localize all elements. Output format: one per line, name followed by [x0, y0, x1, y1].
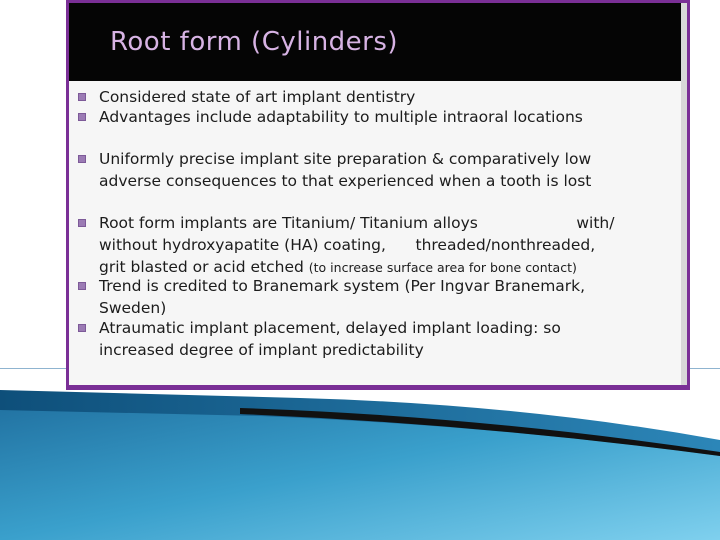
- bullet-line: Considered state of art implant dentistry: [99, 88, 416, 106]
- bullet-line: Sweden): [99, 299, 167, 317]
- frame-shadow: [681, 3, 687, 385]
- horizontal-rule-right: [690, 368, 720, 369]
- bullet-line: Trend is credited to Branemark system (Per Ingvar Branemark,: [99, 277, 586, 295]
- bullet-line: grit blasted or acid etched: [99, 258, 304, 276]
- bullet-note: (to increase surface area for bone contact): [308, 260, 577, 275]
- bullet-line: without hydroxyapatite (HA) coating, threaded/nonthreaded,: [99, 236, 596, 254]
- bullet-line: Uniformly precise implant site preparation & comparatively low: [99, 150, 592, 168]
- slide-title: Root form (Cylinders): [110, 27, 399, 57]
- bullet-square-icon: [78, 219, 86, 227]
- bullet-line: adverse consequences to that experienced when a tooth is lost: [99, 172, 592, 190]
- bullet-area: [69, 81, 681, 385]
- horizontal-rule-left: [0, 368, 66, 369]
- bullet-line: Advantages include adaptability to multiple intraoral locations: [99, 108, 583, 126]
- bullet-line: Root form implants are Titanium/ Titanium alloys with/: [99, 214, 615, 232]
- slide-image-frame: [66, 0, 690, 390]
- bullet-square-icon: [78, 324, 86, 332]
- title-bar: [69, 3, 681, 81]
- bullet-square-icon: [78, 282, 86, 290]
- bullet-square-icon: [78, 93, 86, 101]
- bullet-line: Atraumatic implant placement, delayed implant loading: so: [99, 319, 561, 337]
- bullet-square-icon: [78, 113, 86, 121]
- bullet-square-icon: [78, 155, 86, 163]
- bullet-line: increased degree of implant predictability: [99, 341, 424, 359]
